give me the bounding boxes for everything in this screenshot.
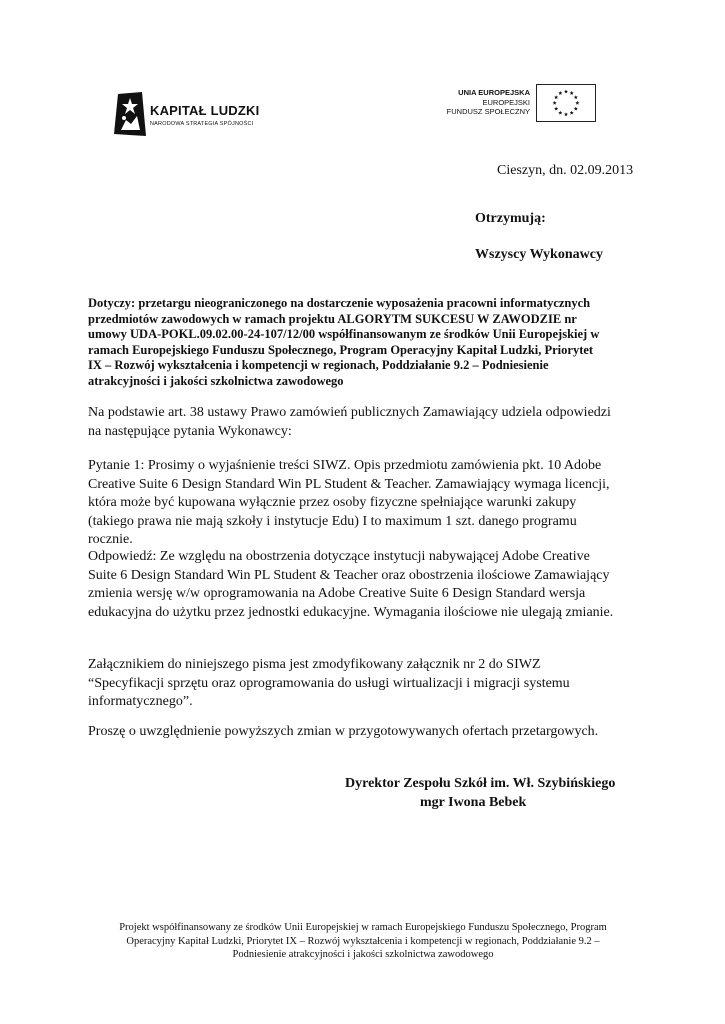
subject-line: umowy UDA-POKL.09.02.00-24-107/12/00 współfinansowanym ze środków Unii Europejskiej w (88, 327, 600, 341)
eu-star-icon (575, 101, 579, 105)
eu-star-icon (564, 89, 568, 93)
signature-name: mgr Iwona Bebek (420, 795, 527, 810)
request-paragraph (88, 723, 648, 742)
answer-line: edukacyjna do użytku przez jednostki edukacyjne. Wymagania ilościowe nie ulegają zmianie. (88, 604, 614, 620)
subject-block (88, 296, 633, 389)
signature-title: Dyrektor Zespołu Szkół im. Wł. Szybińskiego (345, 776, 616, 791)
footer-line: Operacyjny Kapitał Ludzki, Priorytet IX – Rozwój wykształcenia i kompetencji w regionach, Poddziałanie 9.2 – (126, 935, 600, 947)
eu-star-icon (570, 91, 574, 95)
answer-line: Odpowiedź: Ze względu na obostrzenia dotyczące instytucji nabywającej Adobe Creative (88, 549, 590, 564)
letter-date: Cieszyn, dn. 02.09.2013 (497, 163, 634, 178)
eu-flag-icon (536, 84, 596, 122)
kapital-ludzki-subtitle: NARODOWA STRATEGIA SPÓJNOŚCI (150, 121, 254, 127)
attachment-line: informatycznego”. (88, 694, 193, 710)
question-line: rocznie. (88, 532, 133, 548)
intro-paragraph (88, 404, 648, 441)
subject-line: Dotyczy: przetargu nieograniczonego na dostarczenie wyposażenia pracowni informatycznych (88, 296, 591, 310)
footer-line: Podniesienie atrakcyjności i jakości szkolnictwa zawodowego (232, 949, 494, 960)
page-footer (80, 921, 646, 962)
recipients-label: Otrzymują: (475, 211, 546, 226)
question-line: Pytanie 1: Prosimy o wyjaśnienie treści SIWZ. Opis przedmiotu zamówienia pkt. 10 Adobe (88, 458, 602, 473)
eu-star-icon (574, 107, 578, 111)
subject-line: przedmiotów zawodowych w ramach projektu ALGORYTM SUKCESU W ZAWODZIE nr (88, 311, 577, 326)
eu-logo (436, 84, 598, 124)
question-line: Creative Suite 6 Design Standard Win PL Student & Teacher. Zamawiający wymaga licencji, (88, 476, 610, 492)
kapital-ludzki-title: KAPITAŁ LUDZKI (150, 103, 260, 118)
intro-line: na następujące pytania Wykonawcy: (88, 423, 292, 439)
question-line: która może być kupowana wyłącznie przez osoby fizyczne spełniające warunki zakupy (88, 495, 577, 511)
kapital-ludzki-mark-icon (112, 90, 148, 138)
eu-logo-line2: EUROPEJSKI (482, 97, 530, 107)
intro-line: Na podstawie art. 38 ustawy Prawo zamówień publicznych Zamawiający udziela odpowiedzi (88, 405, 611, 420)
eu-star-icon (558, 91, 562, 95)
subject-line: IX – Rozwój wykształcenia i kompetencji w regionach, Poddziałanie 9.2 – Podniesienie (88, 358, 549, 372)
eu-star-icon (570, 111, 574, 115)
subject-line: atrakcyjności i jakości szkolnictwa zawodowego (88, 373, 344, 388)
answer-paragraph (88, 548, 648, 622)
eu-star-icon (554, 95, 558, 99)
eu-star-icon (558, 111, 562, 115)
request-line: Proszę o uwzględnienie powyższych zmian w przygotowywanych ofertach przetargowych. (88, 724, 599, 739)
answer-line: zmienia wersję w/w oprogramowania na Adobe Creative Suite 6 Design Standard wersja (88, 586, 586, 602)
question-line: (takiego prawa nie mają szkoły i instytucje Edu) I to maximum 1 szt. danego programu (88, 513, 577, 529)
answer-line: Suite 6 Design Standard Win PL Student & Teacher oraz obostrzenia ilościowe Zamawiający (88, 567, 610, 583)
eu-star-icon (564, 112, 568, 116)
eu-logo-text (447, 88, 530, 117)
eu-star-icon (574, 95, 578, 99)
footer-line: Projekt współfinansowany ze środków Unii Europejskiej w ramach Europejskiego Funduszu Społecznego, Program (119, 922, 607, 933)
subject-line: ramach Europejskiego Funduszu Społecznego, Program Operacyjny Kapitał Ludzki, Priorytet (88, 342, 594, 357)
eu-star-icon (553, 101, 557, 105)
question-paragraph (88, 457, 648, 550)
eu-logo-line3: FUNDUSZ SPOŁECZNY (446, 107, 530, 116)
attachment-paragraph (88, 656, 648, 712)
eu-logo-line1: UNIA EUROPEJSKA (458, 88, 530, 97)
attachment-line: Załącznikiem do niniejszego pisma jest zmodyfikowany załącznik nr 2 do SIWZ (88, 657, 541, 672)
eu-star-icon (554, 107, 558, 111)
kapital-ludzki-logo (112, 90, 272, 140)
attachment-line: “Specyfikacji sprzętu oraz oprogramowania do usługi wirtualizacji i migracji systemu (88, 675, 570, 691)
recipients-value: Wszyscy Wykonawcy (475, 247, 603, 262)
